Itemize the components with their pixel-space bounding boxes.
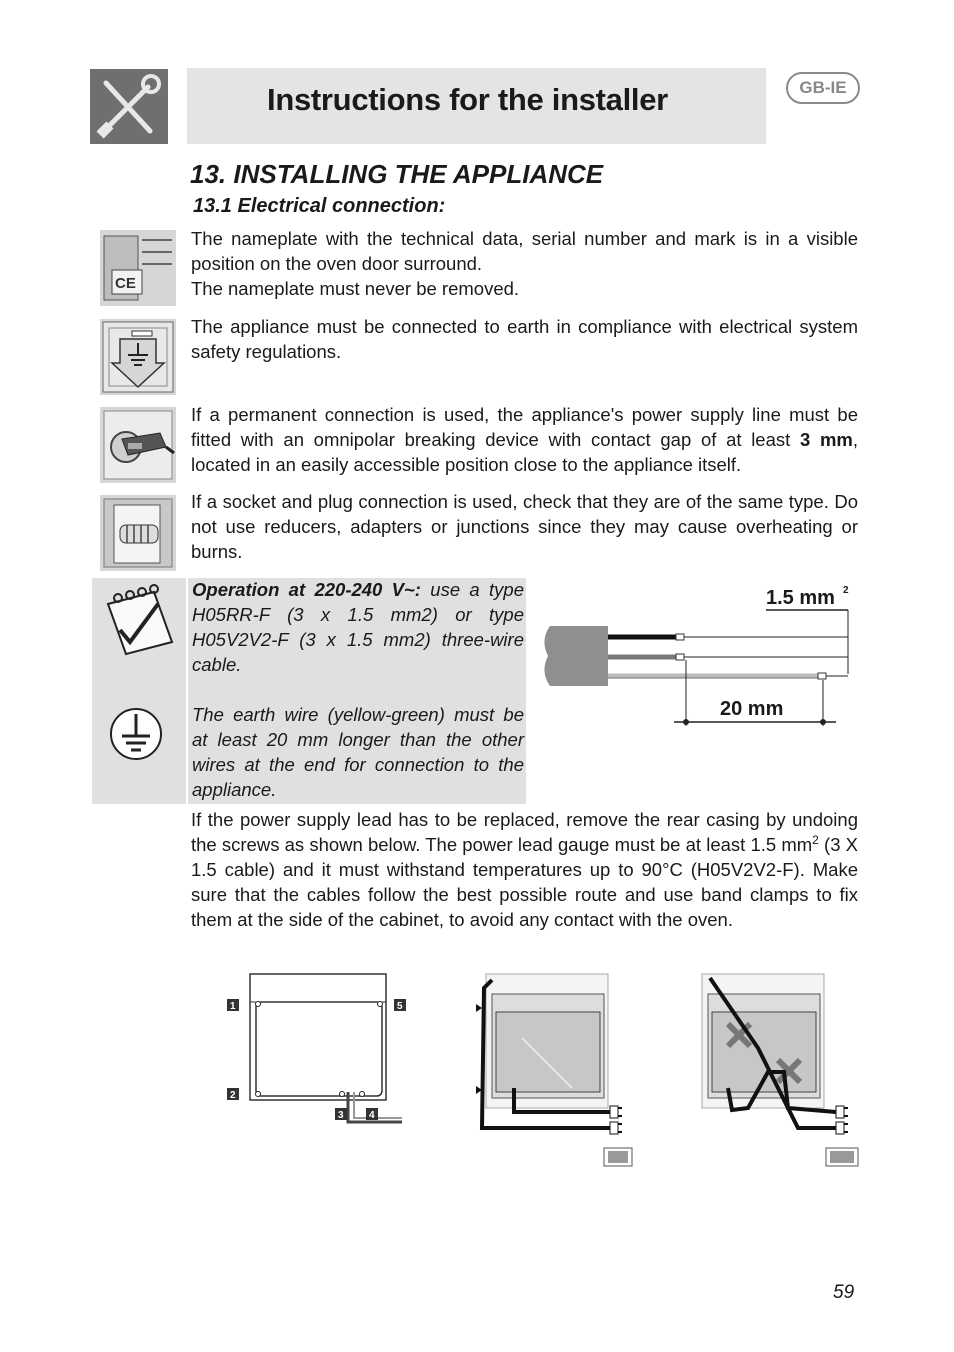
rear-casing-screws-diagram: [222, 970, 408, 1130]
svg-text:CE: CE: [115, 275, 136, 292]
subsection-title: 13.1 Electrical connection:: [193, 195, 446, 217]
earth-text: The appliance must be connected to earth in compliance with electrical system safety regulations.: [191, 316, 858, 362]
tools-icon: [90, 69, 168, 144]
socket-text: If a socket and plug connection is used, check that they are of the same type. Do not use reducers, adapters or junctions since they may cause overheating or burns.: [191, 491, 858, 562]
page-number: 59: [833, 1282, 855, 1303]
gauge-label: 1.5 mm: [766, 587, 835, 609]
section-title: 13. INSTALLING THE APPLIANCE: [190, 159, 604, 189]
nameplate-icon: [100, 230, 176, 306]
earth-plate-icon: [100, 319, 176, 395]
length-label: 20 mm: [720, 698, 784, 720]
page-title: Instructions for the installer: [267, 82, 668, 117]
earth-wire-note: The earth wire (yellow-green) must be at least 20 mm longer than the other wires at the end for connection to the appliance.: [192, 704, 524, 800]
correct-cable-route-diagram: [462, 968, 638, 1170]
operation-text: Operation at 220-240 V~: use a type H05RR-F (3 x 1.5 mm2) or type H05V2V2-F (3 x 1.5 mm2) three-wire cable.: [192, 579, 524, 675]
screw-label-3: 3: [338, 1110, 344, 1121]
screw-label-5: 5: [397, 1001, 403, 1012]
region-badge: GB-IE: [786, 72, 860, 104]
screw-label-4: 4: [369, 1110, 375, 1121]
cable-diagram: [536, 578, 858, 736]
screw-label-1: 1: [230, 1001, 236, 1012]
plug-connector-icon: [100, 407, 176, 483]
nameplate-text: The nameplate with the technical data, serial number and mark is in a visible position on the oven door surround. The nameplate must never be removed.: [191, 228, 858, 299]
earth-symbol-icon: [108, 706, 164, 762]
incorrect-cable-route-diagram: [688, 968, 864, 1170]
socket-icon: [100, 495, 176, 571]
notepad-check-icon: [100, 582, 176, 658]
gauge-superscript: 2: [843, 585, 849, 596]
screw-label-2: 2: [230, 1090, 236, 1101]
permanent-connection-text: If a permanent connection is used, the appliance's power supply line must be fitted with an omnipolar breaking device with contact gap of at least 3 mm, located in an easily accessible position close to the appliance itself.: [191, 404, 858, 475]
replace-lead-text: If the power supply lead has to be replaced, remove the rear casing by undoing the screws as shown below. The power lead gauge must be at least 1.5 $mm^2$ (3 X 1.5 cable) and it must withstand temperatures up to 90°C (H05V2V2-F). Make sure that the cables follow the best possible route and use band clamps to fix them at the side of the cabinet, to avoid any contact with the oven.: [191, 809, 858, 930]
